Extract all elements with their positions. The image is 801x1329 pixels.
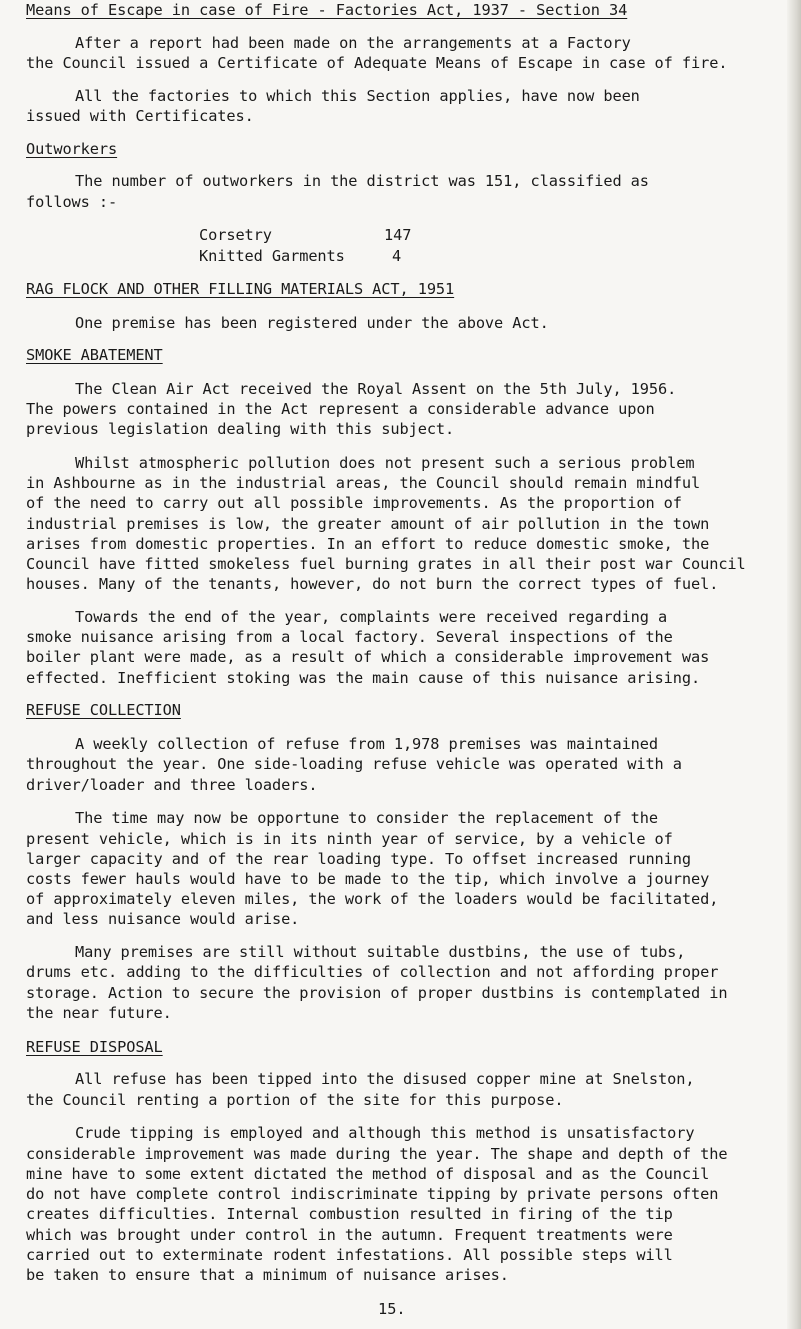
header-title: Means of Escape in case of Fire - Factories Act, 1937 - Section 34 xyxy=(26,1,628,19)
section-heading-outworkers: Outworkers xyxy=(26,140,118,158)
text-line: previous legislation dealing with this subject. xyxy=(26,420,455,438)
text-line: houses. Many of the tenants, however, do not burn the correct types of fuel. xyxy=(26,575,719,593)
text-line: considerable improvement was made during the year. The shape and depth of the xyxy=(26,1145,728,1163)
text-line: All refuse has been tipped into the disused copper mine at Snelston, xyxy=(75,1070,695,1088)
text-line: the Council issued a Certificate of Adequate Means of Escape in case of fire. xyxy=(26,54,728,72)
text-line: creates difficulties. Internal combustion resulted in firing of the tip xyxy=(26,1205,673,1223)
text-line: Council have fitted smokeless fuel burning grates in all their post war Council xyxy=(26,555,746,573)
text-line: mine have to some extent dictated the method of disposal and as the Council xyxy=(26,1165,710,1183)
text-line: A weekly collection of refuse from 1,978 premises was maintained xyxy=(75,735,659,753)
text-line: storage. Action to secure the provision of proper dustbins is contemplated in xyxy=(26,984,728,1002)
text-line: the near future. xyxy=(26,1004,172,1022)
text-line: larger capacity and of the rear loading type. To offset increased running xyxy=(26,850,691,868)
text-line: of approximately eleven miles, the work of the loaders would be facilitated, xyxy=(26,890,719,908)
text-line: and less nuisance would arise. xyxy=(26,910,300,928)
text-line: Whilst atmospheric pollution does not present such a serious problem xyxy=(75,454,695,472)
section-heading-smoke: SMOKE ABATEMENT xyxy=(26,346,163,364)
page-number: 15. xyxy=(378,1300,406,1318)
text-line: present vehicle, which is in its ninth year of service, by a vehicle of xyxy=(26,830,673,848)
scan-shadow-edge xyxy=(787,0,801,1329)
outworker-category-label: Corsetry xyxy=(199,226,272,244)
text-line: which was brought under control in the autumn. Frequent treatments were xyxy=(26,1226,673,1244)
text-line: The number of outworkers in the district was 151, classified as xyxy=(75,172,649,190)
text-line: The time may now be opportune to consider the replacement of the xyxy=(75,809,659,827)
text-line: be taken to ensure that a minimum of nuisance arises. xyxy=(26,1266,509,1284)
text-line: costs fewer hauls would have to be made to the tip, which involve a journey xyxy=(26,870,710,888)
text-line: follows :- xyxy=(26,193,118,211)
text-line: carried out to exterminate rodent infestations. All possible steps will xyxy=(26,1246,673,1264)
text-line: All the factories to which this Section applies, have now been xyxy=(75,87,640,105)
text-line: Towards the end of the year, complaints were received regarding a xyxy=(75,608,668,626)
text-line: of the need to carry out all possible improvements. As the proportion of xyxy=(26,494,682,512)
outworker-category-label: Knitted Garments xyxy=(199,247,345,265)
text-line: boiler plant were made, as a result of which a considerable improvement was xyxy=(26,648,710,666)
text-line: drums etc. adding to the difficulties of collection and not affording proper xyxy=(26,963,719,981)
text-line: throughout the year. One side-loading refuse vehicle was operated with a xyxy=(26,755,682,773)
text-line: issued with Certificates. xyxy=(26,107,254,125)
outworker-category-count: 4 xyxy=(392,247,402,265)
text-line: driver/loader and three loaders. xyxy=(26,776,318,794)
text-line: After a report had been made on the arrangements at a Factory xyxy=(75,34,631,52)
text-line: the Council renting a portion of the site for this purpose. xyxy=(26,1091,564,1109)
section-heading-rag-flock: RAG FLOCK AND OTHER FILLING MATERIALS ACT, 1951 xyxy=(26,280,455,298)
text-line: in Ashbourne as in the industrial areas, the Council should remain mindful xyxy=(26,474,701,492)
outworker-category-count: 147 xyxy=(384,226,412,244)
text-line: One premise has been registered under the above Act. xyxy=(75,314,549,332)
section-heading-refuse-collection: REFUSE COLLECTION xyxy=(26,701,181,719)
text-line: do not have complete control indiscriminate tipping by private persons often xyxy=(26,1185,719,1203)
text-line: Many premises are still without suitable dustbins, the use of tubs, xyxy=(75,943,686,961)
text-line: smoke nuisance arising from a local factory. Several inspections of the xyxy=(26,628,673,646)
text-line: effected. Inefficient stoking was the main cause of this nuisance arising. xyxy=(26,669,701,687)
section-heading-refuse-disposal: REFUSE DISPOSAL xyxy=(26,1038,163,1056)
text-line: arises from domestic properties. In an effort to reduce domestic smoke, the xyxy=(26,535,710,553)
text-line: Crude tipping is employed and although this method is unsatisfactory xyxy=(75,1124,695,1142)
text-line: industrial premises is low, the greater amount of air pollution in the town xyxy=(26,515,710,533)
text-line: The Clean Air Act received the Royal Assent on the 5th July, 1956. xyxy=(75,380,677,398)
text-line: The powers contained in the Act represent a considerable advance upon xyxy=(26,400,655,418)
